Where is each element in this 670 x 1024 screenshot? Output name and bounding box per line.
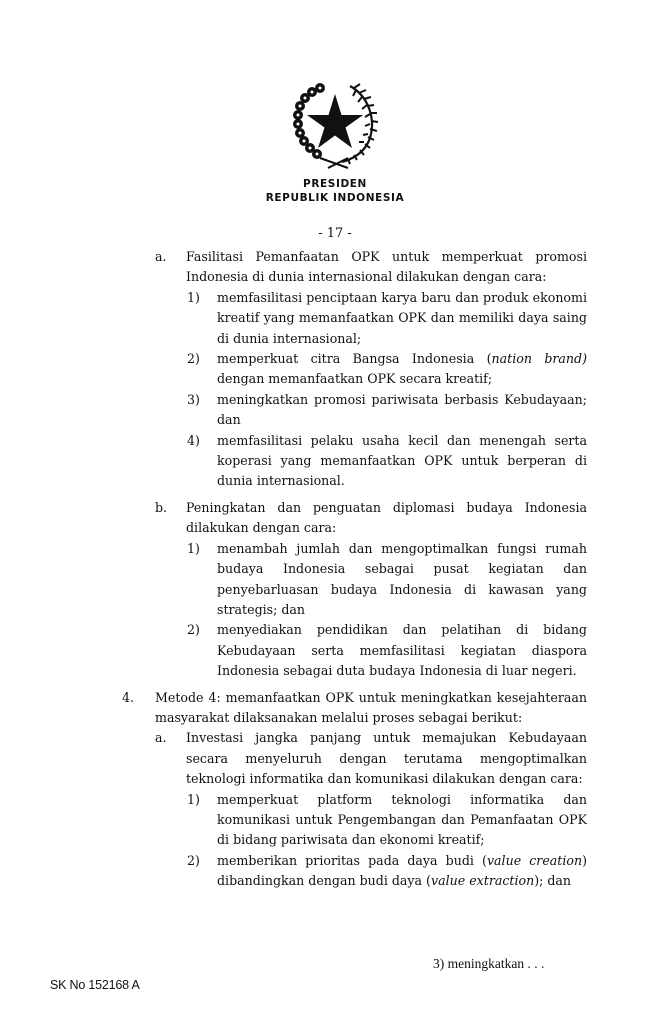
text-run: memperkuat citra Bangsa Indonesia ( [217, 351, 492, 367]
list-item-a-4 [0, 431, 587, 492]
list-item-text: Metode 4: memanfaatkan OPK untuk meningkatkan kesejahteraan masyarakat dilaksanakan melalui proses sebagai berikut: [155, 689, 587, 725]
italic-term: nation brand) [491, 351, 587, 367]
text-run: ) dibandingkan dengan budi daya ( [217, 852, 587, 889]
list-marker: 2) [187, 622, 200, 638]
list-item-text: Peningkatan dan penguatan diplomasi budaya Indonesia dilakukan dengan cara: [186, 499, 587, 536]
list-item-text: meningkatkan promosi pariwisata berbasis Kebudayaan; dan [217, 391, 587, 428]
list-item-b-2 [0, 620, 587, 681]
list-marker: 2) [187, 852, 200, 868]
list-item-text: Fasilitasi Pemanfaatan OPK untuk memperkuat promosi Indonesia di dunia internasional dilakukan dengan cara: [186, 249, 587, 285]
list-item-text: memfasilitasi pelaku usaha kecil dan menengah serta koperasi yang memanfaatkan OPK untuk berperan di dunia internasional. [217, 432, 587, 489]
list-marker: 4. [122, 689, 135, 705]
list-item-a [0, 247, 587, 288]
list-marker: 1) [187, 791, 200, 807]
list-item-4 [0, 688, 587, 729]
document-body [0, 247, 670, 892]
header-title-republik: REPUBLIK INDONESIA [265, 192, 405, 204]
list-marker: 1) [187, 540, 200, 556]
list-item-a-3 [0, 390, 587, 431]
italic-term: value creation [486, 852, 583, 868]
list-item-b-1 [0, 539, 587, 621]
italic-term: value extraction [430, 873, 535, 889]
list-marker: 2) [187, 351, 200, 367]
list-item-text [217, 851, 587, 892]
list-item-a-2 [0, 349, 587, 390]
list-marker: 3) [187, 391, 200, 407]
list-item-a-1 [0, 288, 587, 349]
list-item-b [0, 498, 587, 539]
list-marker: a. [155, 730, 167, 746]
list-marker: 1) [187, 289, 200, 305]
list-item-text: Investasi jangka panjang untuk memajukan Kebudayaan secara menyeluruh dengan terutama mengoptimalkan teknologi informatika dan komunikasi dilakukan dengan cara: [186, 730, 587, 787]
list-item-text: menambah jumlah dan mengoptimalkan fungsi rumah budaya Indonesia sebagai pusat kegiatan dan penyebarluasan budaya Indonesia di kawasan yang strategis; dan [217, 540, 587, 617]
list-marker: b. [155, 499, 168, 515]
page-number: - 17 - [318, 226, 352, 241]
list-marker: 4) [187, 432, 200, 448]
list-item-4-a-2 [0, 851, 587, 892]
page-continuation: 3) meningkatkan . . . [433, 956, 545, 971]
list-marker: a. [155, 249, 167, 264]
text-run: ); dan [534, 873, 572, 889]
presidential-seal-icon [290, 78, 380, 170]
document-code: SK No 152168 A [50, 978, 140, 992]
list-item-text: menyediakan pendidikan dan pelatihan di bidang Kebudayaan serta memfasilitasi kegiatan diaspora Indonesia sebagai duta budaya Indonesia di luar negeri. [217, 622, 587, 679]
text-run: memberikan prioritas pada daya budi ( [217, 852, 487, 868]
list-item-4-a-1 [0, 790, 587, 851]
list-item-4-a [0, 728, 587, 789]
text-run: dengan memanfaatkan OPK secara kreatif; [217, 371, 493, 387]
list-item-text [217, 349, 587, 390]
list-item-text: memfasilitasi penciptaan karya baru dan produk ekonomi kreatif yang memanfaatkan OPK dan memiliki daya saing di dunia internasional; [217, 289, 587, 346]
header-title-presiden: PRESIDEN [303, 178, 367, 190]
list-item-text: memperkuat platform teknologi informatika dan komunikasi untuk Pengembangan dan Pemanfaatan OPK di bidang pariwisata dan ekonomi kreatif; [217, 791, 587, 848]
